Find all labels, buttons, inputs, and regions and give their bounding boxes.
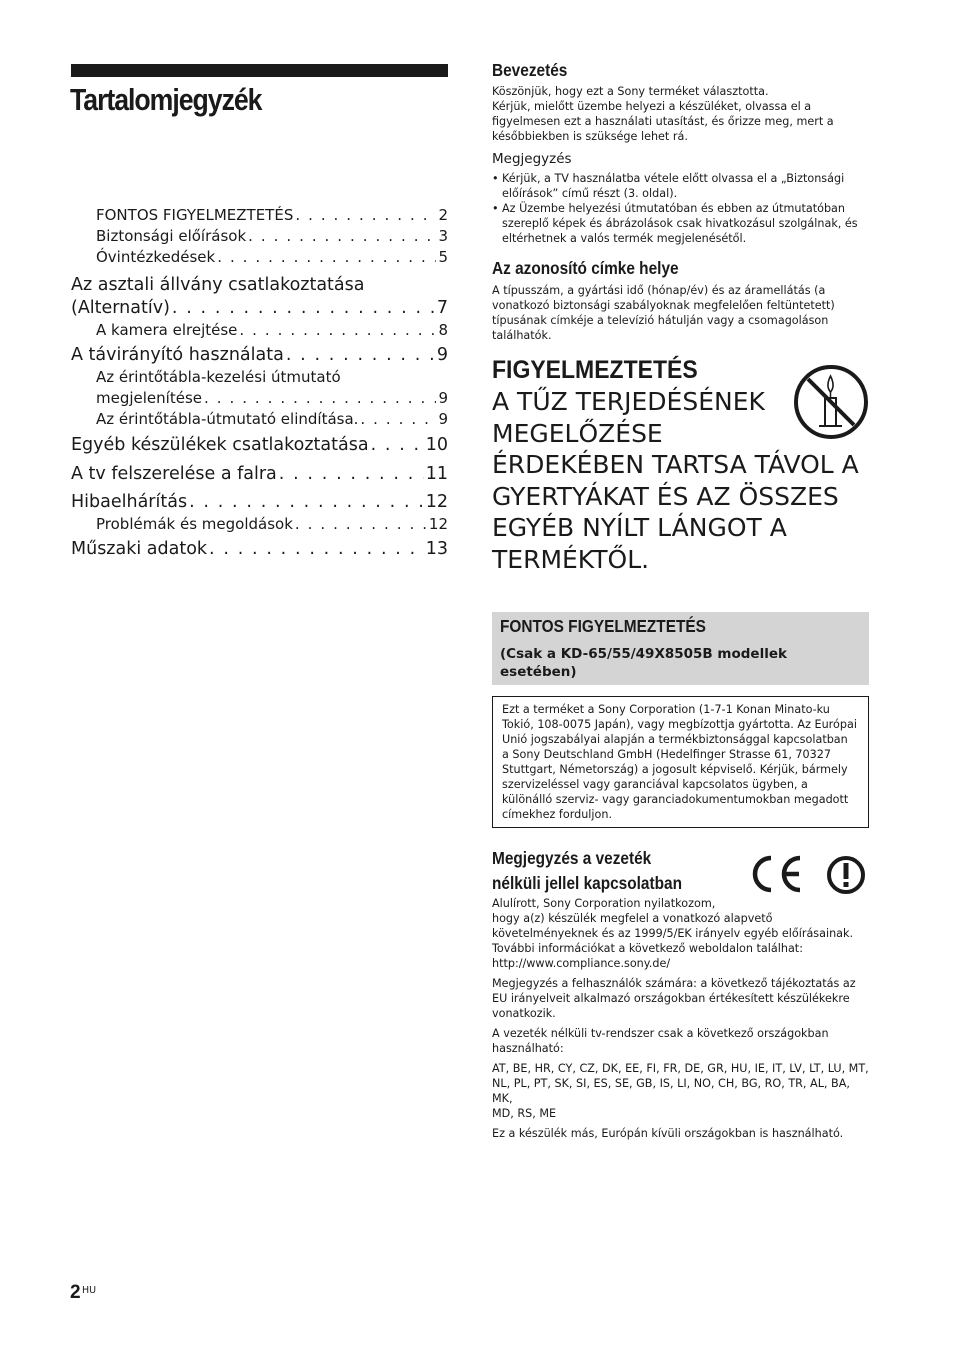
text-line: http://www.compliance.sony.de/ [492,957,671,970]
text-line: hogy a(z) készülék megfelel a vonatkozó alapvető [492,912,773,925]
text-line: Megjegyzés a felhasználók számára: a következő tájékoztatás az [492,977,856,990]
toc-entry-page: 9 [438,410,448,429]
toc-leader [217,247,436,268]
text-line: Alulírott, Sony Corporation nyilatkozom, [492,897,716,910]
text-line: TERMÉKTŐL. [492,544,650,574]
toc-entry-text: A távirányító használata [71,344,284,365]
text-line: • Az Üzembe helyezési útmutatóban és ebben az útmutatóban [502,202,845,215]
label-heading: Az azonosító címke helye [492,258,679,278]
toc-leader [189,491,424,514]
page-title: Tartalomjegyzék [70,82,262,117]
text-line: típusának címkéje a televízió hátulján vagy a csomagoláson [492,314,829,327]
text-line: vonatkozik. [492,1007,556,1020]
toc-entry-page: 13 [425,539,448,560]
toc-entry-page: 11 [425,464,448,485]
toc-entry[interactable] [71,463,448,486]
toc-leader [204,388,436,409]
toc-entry[interactable] [71,320,448,341]
text-line: Köszönjük, hogy ezt a Sony terméket választotta. [492,85,769,98]
text-line: vonatkozó biztonsági szabályoknak megfelelően feltüntetett) [492,299,835,312]
toc-leader [172,297,435,320]
manufacturer-text [502,702,864,822]
toc-entry[interactable] [71,297,448,320]
toc-entry-page: 12 [428,515,448,534]
toc-entry-page: 12 [425,492,448,513]
text-line: a Sony Deutschland GmbH (Hedelfinger Strasse 61, 70327 [502,748,832,761]
text-line: Stuttgart, Németország) a jogosult képviselő. Kérjük, bármely [502,763,848,776]
text-line: esetében) [500,664,577,680]
toc-leader [279,463,424,486]
text-line: ÉRDEKÉBEN TARTSA TÁVOL A [492,450,859,480]
list-item [492,171,872,201]
alert-circle-icon [826,855,866,895]
text-line: használható: [492,1042,564,1055]
ce-mark-icon [749,855,805,893]
toc-entry-text: Az asztali állvány csatlakoztatása [71,274,365,295]
toc-leader [286,344,435,367]
text-line: A típusszám, a gyártási idő (hónap/év) és az áramellátás (a [492,284,826,297]
intro-heading: Bevezetés [492,60,568,80]
text-line: szereplő képek és ábrázolások csak hivatkozásul szolgálnak, és [502,217,858,230]
toc-entry[interactable] [71,274,448,297]
toc-entry-page: 9 [436,344,448,365]
text-line: különálló szerviz- vagy garanciadokumentumokban megadott [502,793,849,806]
toc-entry[interactable] [71,367,448,388]
wireless-heading [492,846,682,896]
text-line: További információkat a következő weboldalon találhat: [492,942,803,955]
toc-entry-page: 10 [425,435,448,456]
wireless-text [492,896,872,1141]
title-rule [71,64,448,77]
text-line: követelményeknek és az 1999/5/EK irányelv egyéb előírásainak. [492,927,854,940]
text-line: Ezt a terméket a Sony Corporation (1-7-1 Konan Minato-ku [502,703,830,716]
text-line: előírások” című részt (3. oldal). [502,187,678,200]
toc-entry-text: Egyéb készülékek csatlakoztatása [71,435,369,456]
toc-entry-text: Problémák és megoldások [96,515,293,534]
toc-entry-text: Az érintőtábla-kezelési útmutató [96,367,341,386]
toc-entry-text: Biztonsági előírások [96,227,247,246]
toc-entry[interactable] [71,226,448,247]
toc-entry[interactable] [71,491,448,514]
toc-leader [371,434,424,457]
text-line: figyelmesen ezt a használati utasítást, és őrizze meg, mert a [492,115,834,128]
text-line: későbbiekben is szüksége lehet rá. [492,130,688,143]
list-item [492,201,872,246]
toc-entry-text: A kamera elrejtése [96,320,238,339]
toc-entry-page: 3 [438,227,448,246]
no-candle-icon [793,364,869,440]
text-line: MEGELŐZÉSE [492,418,663,448]
toc-leader [295,205,436,226]
warning-title: FIGYELMEZTETÉS [492,356,698,384]
toc-entry[interactable] [71,344,448,367]
toc-leader [295,514,427,535]
page-number: 2 [70,1282,81,1303]
text-line: NL, PL, PT, SK, SI, ES, SE, GB, IS, LI, NO, CH, BG, RO, TR, AL, BA, MK, [492,1077,850,1105]
toc-leader [209,538,424,561]
text-line: AT, BE, HR, CY, CZ, DK, EE, FI, FR, DE, GR, HU, IE, IT, LV, LT, LU, MT, [492,1062,869,1075]
page-language: HU [82,1285,97,1296]
text-line: EGYÉB NYÍLT LÁNGOT A [492,513,787,543]
text-line: Tokió, 108-0075 Japán), vagy megbízottja gyártotta. Az Európai [502,718,857,731]
text-line: nélküli jellel kapcsolatban [492,873,683,893]
toc-entry[interactable] [71,434,448,457]
text-line: A TŰZ TERJEDÉSÉNEK [492,387,765,416]
toc-entry-text: (Alternatív) [71,297,170,318]
text-line: EU irányelveit alkalmazó országokban értékesített készülékekre [492,992,850,1005]
text-line: • Kérjük, a TV használatba vétele előtt olvassa el a „Biztonsági [502,172,845,185]
note-list [492,171,872,246]
text-line: címekhez forduljon. [502,808,613,821]
intro-text [492,84,872,144]
toc-entry-text: Műszaki adatok [71,539,208,560]
text-line: GYERTYÁKAT ÉS AZ ÖSSZES [492,481,839,511]
table-of-contents [71,205,448,561]
text-line: (Csak a KD-65/55/49X8505B modellek [500,646,787,662]
note-heading: Megjegyzés [492,151,572,167]
text-line: MD, RS, ME [492,1107,557,1120]
toc-entry-text: FONTOS FIGYELMEZTETÉS [96,206,294,224]
important-subtitle [500,645,860,681]
text-line: A vezeték nélküli tv-rendszer csak a következő országokban [492,1027,829,1040]
toc-leader [248,226,436,247]
toc-entry-text: A tv felszerelése a falra [71,464,277,485]
toc-entry[interactable] [71,205,448,226]
text-line: Megjegyzés a vezeték [492,848,652,868]
important-title: FONTOS FIGYELMEZTETÉS [500,616,706,636]
text-line: Kérjük, mielőtt üzembe helyezi a készüléket, olvassa el a [492,100,812,113]
toc-entry[interactable] [71,409,448,430]
toc-entry-text: megjelenítése [96,388,202,407]
toc-entry[interactable] [71,538,448,561]
label-text [492,283,872,343]
toc-entry-text: Hibaelhárítás [71,492,188,513]
toc-entry-page: 8 [438,320,448,339]
text-line: Ez a készülék más, Európán kívüli országokban is használható. [492,1127,844,1140]
toc-entry[interactable] [71,514,448,535]
toc-leader [239,320,436,341]
toc-entry-text: Óvintézkedések [96,248,216,267]
toc-entry-page: 5 [438,248,448,267]
text-line: szervizeléssel vagy garanciával kapcsolatos ügyben, a [502,778,808,791]
toc-entry-text: Az érintőtábla-útmutató elindítása. [96,410,359,429]
toc-entry[interactable] [71,388,448,409]
text-line: eltérhetnek a valós termék megjelenésétől. [502,232,747,245]
toc-leader [360,409,436,430]
text-line: találhatók. [492,329,552,342]
toc-entry-page: 2 [438,206,448,224]
toc-entry-page: 9 [438,388,448,407]
toc-entry[interactable] [71,247,448,268]
toc-entry-page: 7 [436,297,448,318]
text-line: Unió jogszabályai alapján a termékbiztonsággal kapcsolatban [502,733,848,746]
